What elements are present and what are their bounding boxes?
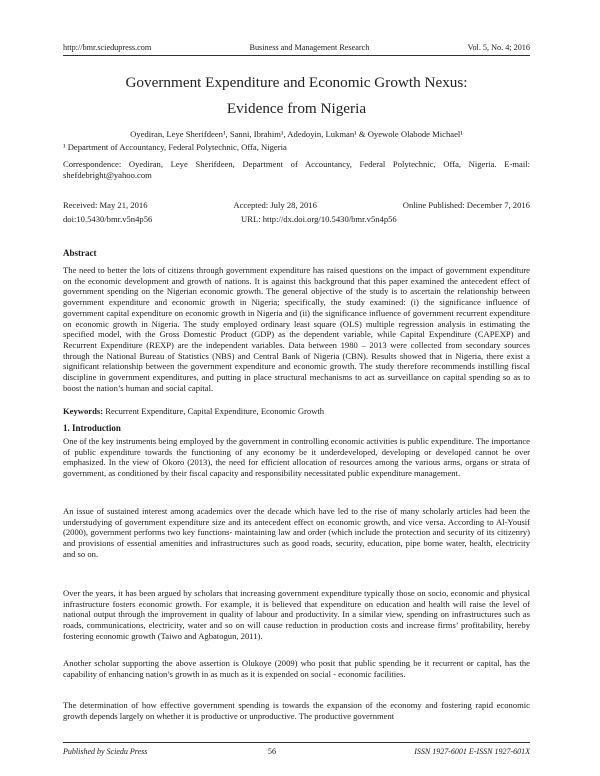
- running-header: [63, 43, 530, 52]
- issn: ISSN 1927-6001 E-ISSN 1927-601X: [414, 747, 530, 756]
- footer-rule: [63, 742, 530, 743]
- abstract-heading: Abstract: [63, 248, 97, 258]
- journal-url[interactable]: http://bmr.sciedupress.com: [63, 43, 152, 52]
- doi-url[interactable]: URL: http://dx.doi.org/10.5430/bmr.v5n4p56: [241, 214, 397, 224]
- publication-dates: [63, 200, 530, 211]
- keywords-label: Keywords:: [63, 406, 104, 416]
- keywords: [63, 406, 530, 417]
- section-heading-introduction: 1. Introduction: [63, 423, 121, 433]
- intro-paragraph-2: An issue of sustained interest among academics over the decade which have led to the rise of many scholarly articles had been the understudying of government expenditure size and its antecedent effect on economic growth, and vice versa. According to Al-Yousif (2000), government performs two key functions- maintaining law and order (which include the protection and security of its citizenry) and provisions of essential amenities and infrastructures such as good roads, security, education, pipe borne water, health, electricity and so on.: [63, 506, 530, 559]
- published-date: Online Published: December 7, 2016: [402, 200, 530, 210]
- affiliation: ¹ Department of Accountancy, Federal Polytechnic, Offa, Nigeria: [63, 142, 287, 152]
- page-number: 56: [268, 747, 276, 756]
- abstract-text: The need to better the lots of citizens through government expenditure has raised questions on the impact of government expenditure on the economic development and growth of nations. It is against this background that this paper examined the antecedent effect of government spending on the Nigerian economic growth. The general objective of the study is to ascertain the relationship between government expenditure and economic growth in Nigeria; specifically, the study examined: (i) the significance influence of government capital expenditure on economic growth in Nigeria and (ii) the significance influence of government recurrent expenditure on economic growth in Nigeria. The study employed ordinary least square (OLS) multiple regression analysis in estimating the specified model, with the Gross Domestic Product (GDP) as the dependent variable, while Capital Expenditure (CAPEXP) and Recurrent Expenditure (REXP) are the independent variables. Data between 1980 – 2013 were collected from secondary sources through the National Bureau of Statistics (NBS) and Central Bank of Nigeria (CBN). Results showed that in Nigeria, there exist a significant relationship between the government expenditure and economic growth. The study therefore recommends instilling fiscal discipline in government expenditures, and putting in place structural mechanisms to act as surveillance on capital spending so as to boost the nation’s human and social capital.: [63, 265, 530, 393]
- journal-name: Business and Management Research: [249, 43, 370, 52]
- keywords-text: Recurrent Expenditure, Capital Expenditure, Economic Growth: [103, 406, 325, 416]
- intro-paragraph-4: Another scholar supporting the above assertion is Olukoye (2009) who posit that public spending be it recurrent or capital, has the capability of enhancing nation’s growth in as much as it is expended on social - economic facilities.: [63, 658, 530, 679]
- doi[interactable]: doi:10.5430/bmr.v5n4p56: [63, 214, 153, 224]
- accepted-date: Accepted: July 28, 2016: [233, 200, 317, 210]
- intro-paragraph-3: Over the years, it has been argued by scholars that increasing government expenditure typically those on socio, economic and physical infrastructure fosters economic growth. For example, it is believed that expenditure on education and health will raise the level of national output through the improvement in quality of labour and productivity. In a similar view, spending on infrastructures such as roads, communications, electricity, water and so on will cause reduction in production costs and increase firms’ profitability, hereby fostering economic growth (Taiwo and Agbatogun, 2011).: [63, 588, 530, 641]
- paper-title-line-2: Evidence from Nigeria: [226, 100, 367, 117]
- paper-title-line-1: Government Expenditure and Economic Growth Nexus:: [125, 74, 468, 91]
- intro-paragraph-5: The determination of how effective government spending is towards the expansion of the economy and fostering rapid economic growth depends largely on whether it is productive or unproductive. The productive government: [63, 700, 530, 721]
- correspondence: Correspondence: Oyediran, Leye Sherifdeen, Department of Accountancy, Federal Polytechnic, Offa, Nigeria. E-mail: shefdebright@yahoo.com: [63, 159, 530, 180]
- intro-paragraph-1: One of the key instruments being employed by the government in controlling economic activities is public expenditure. The importance of public expenditure towards the functioning of any economy be it underdeveloped, developing or developed cannot be over emphasized. In the view of Okoro (2013), the need for efficient allocation of resources among the various arms, organs or strata of government, as conditioned by their fiscal capacity and responsibility necessitated public expenditure management.: [63, 436, 530, 479]
- author-list: Oyediran, Leye Sherifdeen¹, Sanni, Ibrahim¹, Adedoyin, Lukman¹ & Oyewole Olabode Michael¹: [130, 129, 463, 139]
- publisher: Published by Sciedu Press: [63, 747, 148, 756]
- volume-info: Vol. 5, No. 4; 2016: [467, 43, 530, 52]
- received-date: Received: May 21, 2016: [63, 200, 148, 210]
- header-rule: [63, 55, 530, 56]
